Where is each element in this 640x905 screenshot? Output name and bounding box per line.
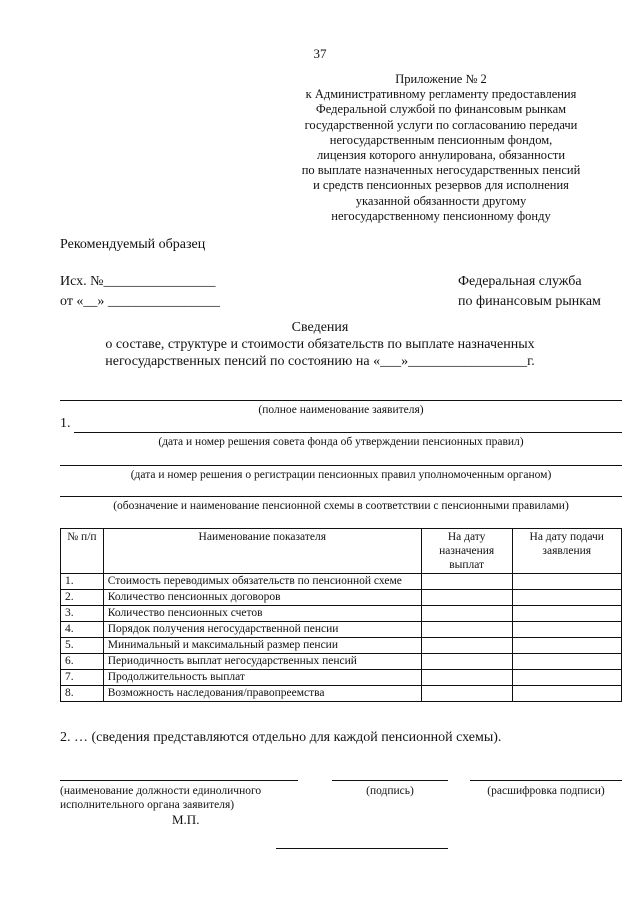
cell-date-application[interactable] [512,574,622,590]
table-row [61,606,622,622]
decoding-caption: (расшифровка подписи) [487,785,605,797]
position-caption-line: (наименование должности единоличного [60,785,262,797]
addressee-line: по финансовым рынкам [458,294,601,309]
addressee [458,272,601,312]
council-decision-caption: (дата и номер решения совета фонда об утверждении пенсионных правил) [158,436,524,448]
cell-date-application[interactable] [512,638,622,654]
bottom-line [276,848,448,849]
cell-date-assignment[interactable] [421,590,512,606]
position-line[interactable] [60,780,298,781]
cell-date-assignment[interactable] [421,606,512,622]
position-caption-line: исполнительного органа заявителя) [60,799,235,811]
table-row [61,622,622,638]
scheme-caption: (обозначение и наименование пенсионной схемы в соответствии с пенсионными правилами) [113,500,569,512]
row-name: Количество пенсионных счетов [103,606,421,622]
row-num: 6. [61,654,104,670]
header-num: № п/п [61,529,104,574]
note-per-scheme: 2. … (сведения представляются отдельно для каждой пенсионной схемы). [60,730,502,745]
appendix-line: к Административному регламенту предоставления [305,87,577,102]
row-num: 1. [61,574,104,590]
scheme-line[interactable] [60,496,622,497]
appendix-line: негосударственным пенсионным фондом, [329,132,553,147]
outgoing-date: от «__» ________________ [60,294,220,309]
title-line: негосударственных пенсий по состоянию на «___»_________________г. [105,354,535,369]
cell-date-application[interactable] [512,670,622,686]
cell-date-assignment[interactable] [421,622,512,638]
header-date-application: На дату подачи заявления [512,529,622,574]
appendix-title: Приложение № 2 [395,72,487,86]
row-num: 7. [61,670,104,686]
signature-line[interactable] [332,780,448,781]
item-number: 1. [60,416,71,431]
registration-line[interactable] [60,465,622,466]
stamp-place: М.П. [172,812,200,827]
outgoing-number: Исх. №________________ [60,274,216,289]
cell-date-assignment[interactable] [421,686,512,702]
table-row [61,638,622,654]
cell-date-assignment[interactable] [421,638,512,654]
row-name: Стоимость переводимых обязательств по пенсионной схеме [103,574,421,590]
appendix-line: государственной услуги по согласованию передачи [304,117,578,132]
page-number: 37 [313,46,327,61]
applicant-caption: (полное наименование заявителя) [258,404,424,416]
indicators-table [60,528,622,702]
row-name: Минимальный и максимальный размер пенсии [103,638,421,654]
document-title [0,319,640,370]
cell-date-application[interactable] [512,622,622,638]
cell-date-assignment[interactable] [421,654,512,670]
row-num: 4. [61,622,104,638]
outgoing-reference [60,272,220,312]
signature-caption: (подпись) [366,785,414,797]
table-row [61,574,622,590]
table-row [61,590,622,606]
cell-date-application[interactable] [512,590,622,606]
cell-date-application[interactable] [512,654,622,670]
row-num: 3. [61,606,104,622]
header-name: Наименование показателя [103,529,421,574]
row-name: Продолжительность выплат [103,670,421,686]
registration-caption: (дата и номер решения о регистрации пенсионных правил уполномоченным органом) [130,469,552,481]
appendix-line: негосударственному пенсионному фонду [331,208,551,223]
header-date-assignment: На дату назначения выплат [421,529,512,574]
appendix-line: лицензия которого аннулирована, обязанности [316,148,566,163]
row-name: Возможность наследования/правопреемства [103,686,421,702]
appendix-header [276,72,606,224]
row-num: 8. [61,686,104,702]
cell-date-assignment[interactable] [421,670,512,686]
council-decision-line[interactable] [74,432,622,433]
sample-label: Рекомендуемый образец [60,237,206,252]
appendix-line: указанной обязанности другому [355,193,527,208]
title-line: о составе, структуре и стоимости обязательств по выплате назначенных [105,337,535,352]
table-row [61,686,622,702]
table-header-row [61,529,622,574]
appendix-line: Федеральной службой по финансовым рынкам [315,102,567,117]
cell-date-application[interactable] [512,606,622,622]
row-name: Количество пенсионных договоров [103,590,421,606]
table-row [61,670,622,686]
addressee-line: Федеральная служба [458,274,582,289]
position-caption [60,784,261,812]
cell-date-application[interactable] [512,686,622,702]
appendix-line: по выплате назначенных негосударственных пенсий [301,163,581,178]
row-name: Порядок получения негосударственной пенсии [103,622,421,638]
cell-date-assignment[interactable] [421,574,512,590]
table-row [61,654,622,670]
row-num: 5. [61,638,104,654]
decoding-line[interactable] [470,780,622,781]
applicant-line[interactable] [60,400,622,401]
title-heading: Сведения [291,320,349,335]
appendix-line: и средств пенсионных резервов для исполнения [313,178,569,193]
row-num: 2. [61,590,104,606]
row-name: Периодичность выплат негосударственных пенсий [103,654,421,670]
